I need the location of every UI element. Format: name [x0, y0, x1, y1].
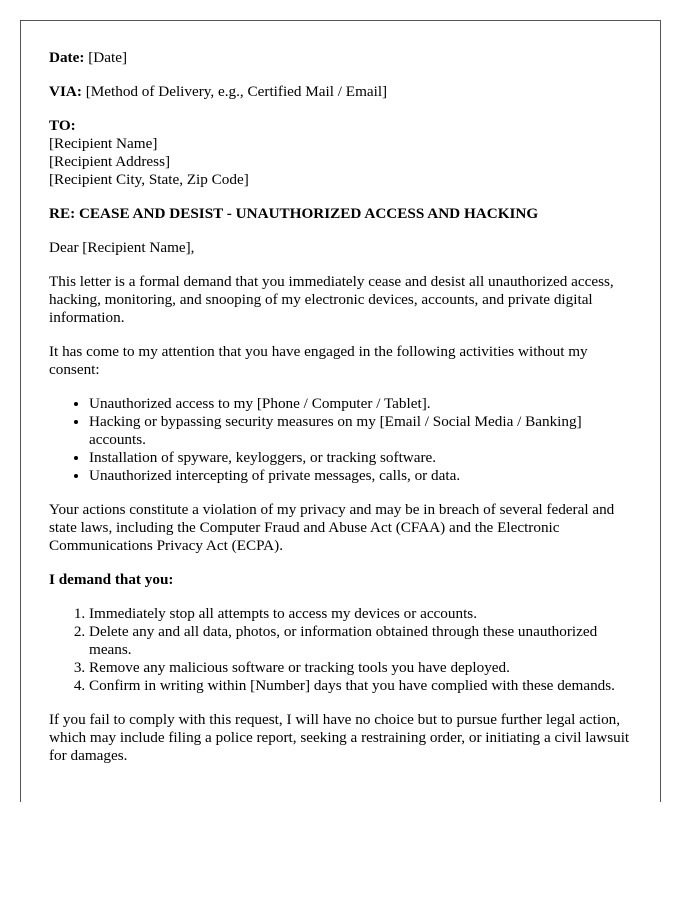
list-item: • Installation of spyware, keyloggers, or tracking software. — [89, 449, 632, 467]
demand-heading-line — [49, 571, 632, 589]
salutation: Dear [Recipient Name], — [49, 239, 195, 256]
list-item: 3. Remove any malicious software or tracking tools you have deployed. — [89, 659, 632, 677]
recipient-block — [49, 117, 632, 189]
demands-list — [49, 605, 632, 695]
recipient-city: [Recipient City, State, Zip Code] — [49, 171, 249, 188]
via-value: [Method of Delivery, e.g., Certified Mail / Email] — [85, 83, 388, 100]
list-item: • Unauthorized intercepting of private messages, calls, or data. — [89, 467, 632, 485]
activities-intro: It has come to my attention that you have engaged in the following activities without my consent: — [49, 343, 588, 378]
via-label: VIA: — [49, 83, 82, 100]
consequence-paragraph: If you fail to comply with this request, I will have no choice but to pursue further legal action, which may include filing a police report, seeking a restraining order, or initiating a civil lawsuit for damages. — [49, 711, 630, 764]
date-value: [Date] — [88, 49, 128, 66]
via-line — [49, 83, 632, 101]
list-item: 4. Confirm in writing within [Number] days that you have complied with these demands. — [89, 677, 632, 695]
letter-page — [20, 20, 661, 802]
subject-line: RE: CEASE AND DESIST - UNAUTHORIZED ACCESS AND HACKING — [49, 205, 539, 222]
to-label: TO: — [49, 117, 76, 134]
activities-list — [49, 395, 632, 485]
list-item: 2. Delete any and all data, photos, or information obtained through these unauthorized means. — [89, 623, 632, 659]
recipient-name: [Recipient Name] — [49, 135, 158, 152]
date-line — [49, 49, 632, 67]
intro-paragraph: This letter is a formal demand that you immediately cease and desist all unauthorized access, hacking, monitoring, and snooping of my electronic devices, accounts, and private digital information. — [49, 273, 614, 326]
recipient-address: [Recipient Address] — [49, 153, 171, 170]
list-item: 1. Immediately stop all attempts to access my devices or accounts. — [89, 605, 632, 623]
violation-paragraph: Your actions constitute a violation of my privacy and may be in breach of several federal and state laws, including the Computer Fraud and Abuse Act (CFAA) and the Electronic Communications Privacy Act (ECPA). — [49, 501, 615, 554]
list-item: • Hacking or bypassing security measures on my [Email / Social Media / Banking] accounts. — [89, 413, 632, 449]
list-item: • Unauthorized access to my [Phone / Computer / Tablet]. — [89, 395, 632, 413]
date-label: Date: — [49, 49, 85, 66]
demand-heading: I demand that you: — [49, 571, 174, 588]
